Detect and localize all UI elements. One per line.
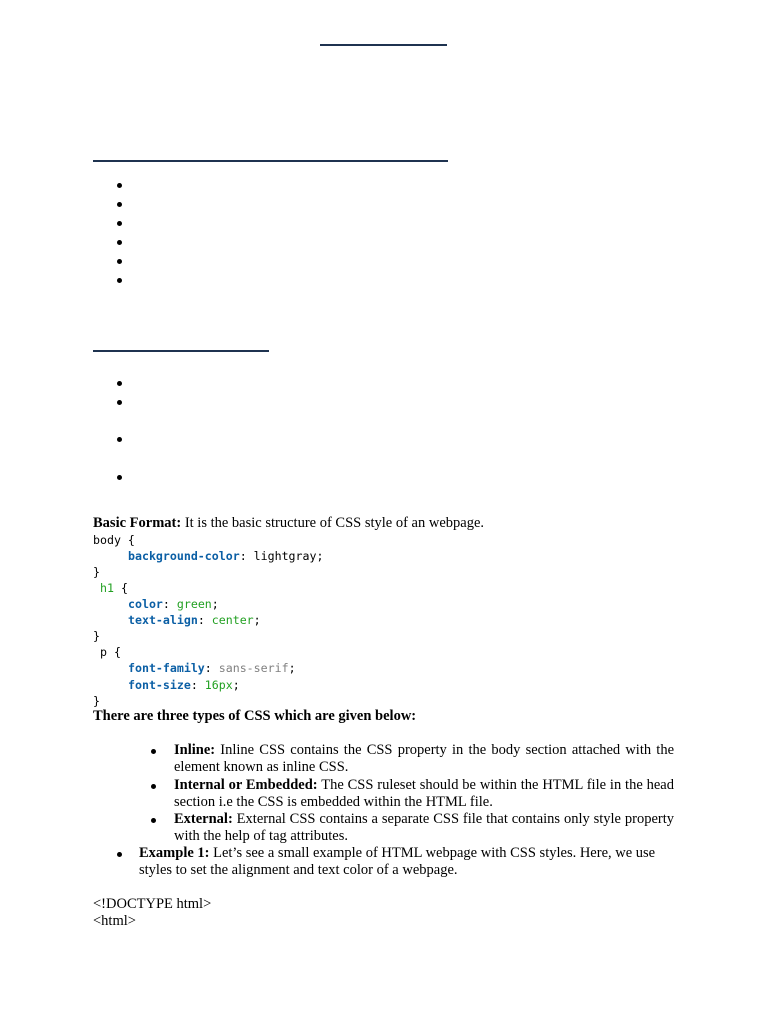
code-value: green (176, 597, 212, 611)
list-bullet (151, 818, 156, 823)
code-brace: } (93, 629, 100, 643)
list-bullet (117, 852, 122, 857)
list-bullet (117, 183, 122, 188)
basic-format-label: Basic Format: (93, 515, 182, 531)
code-line (128, 596, 219, 612)
code-line (128, 660, 296, 676)
list-bullet (151, 749, 156, 754)
code-separator: : (162, 597, 177, 611)
code-brace: } (93, 565, 100, 579)
type-label: External: (174, 811, 233, 827)
example-text (139, 845, 679, 879)
code-property: font-size (128, 678, 191, 692)
type-description: External CSS contains a separate CSS file that contains only style property with the help of tag attributes. (174, 811, 674, 844)
code-value: lightgray; (253, 549, 324, 563)
list-bullet (117, 221, 122, 226)
code-separator: : (197, 613, 212, 627)
code-separator: ; (232, 678, 240, 692)
title-rule (320, 44, 447, 46)
code-line (128, 677, 240, 693)
code-separator: ; (288, 661, 296, 675)
list-bullet (117, 400, 122, 405)
code-property: color (128, 597, 163, 611)
code-brace: } (93, 694, 100, 708)
code-property: text-align (128, 613, 198, 627)
type-description: The CSS ruleset should be within the HTML file in the head section i.e the CSS is embedded within the HTML file. (174, 777, 674, 810)
type-description: Inline CSS contains the CSS property in the body section attached with the element known as inline CSS. (174, 742, 674, 775)
example-label: Example 1: (139, 845, 210, 861)
code-separator: ; (211, 597, 219, 611)
example-description: Let’s see a small example of HTML webpage with CSS styles. Here, we use styles to set the alignment and text color of a webpage. (139, 845, 656, 878)
basic-format-paragraph (93, 515, 484, 532)
type-label: Internal or Embedded: (174, 777, 318, 793)
code-value: sans-serif (218, 661, 289, 675)
list-item-text (174, 777, 674, 811)
code-brace: { (113, 581, 128, 595)
types-heading: There are three types of CSS which are given below: (93, 708, 417, 724)
list-bullet (117, 278, 122, 283)
code-value: 16px (204, 678, 233, 692)
code-line (93, 532, 135, 548)
list-bullet (117, 437, 122, 442)
code-property: background-color (128, 549, 240, 563)
code-line (93, 693, 100, 709)
code-selector: body { (93, 533, 135, 547)
section2-heading-rule (93, 350, 269, 352)
html-line: <!DOCTYPE html> (93, 896, 212, 912)
code-separator: ; (253, 613, 261, 627)
list-bullet (117, 381, 122, 386)
list-bullet (117, 259, 122, 264)
list-item-text (174, 811, 674, 845)
type-label: Inline: (174, 742, 216, 758)
code-line (128, 612, 261, 628)
list-bullet (151, 784, 156, 789)
list-item-text (174, 742, 674, 776)
list-bullet (117, 475, 122, 480)
code-value: center (211, 613, 254, 627)
list-bullet (117, 240, 122, 245)
code-separator: : (190, 678, 205, 692)
list-bullet (117, 202, 122, 207)
code-line (93, 644, 121, 660)
code-selector: h1 (100, 581, 114, 595)
code-property: font-family (128, 661, 205, 675)
code-line (128, 548, 323, 564)
code-line (93, 628, 100, 644)
code-separator: : (239, 549, 254, 563)
code-line (93, 564, 100, 580)
section1-heading-rule (93, 160, 448, 162)
basic-format-text: It is the basic structure of CSS style of an webpage. (181, 515, 485, 531)
html-line: <html> (93, 913, 136, 929)
code-separator: : (204, 661, 219, 675)
code-selector: p { (93, 645, 121, 659)
code-line (100, 580, 128, 596)
